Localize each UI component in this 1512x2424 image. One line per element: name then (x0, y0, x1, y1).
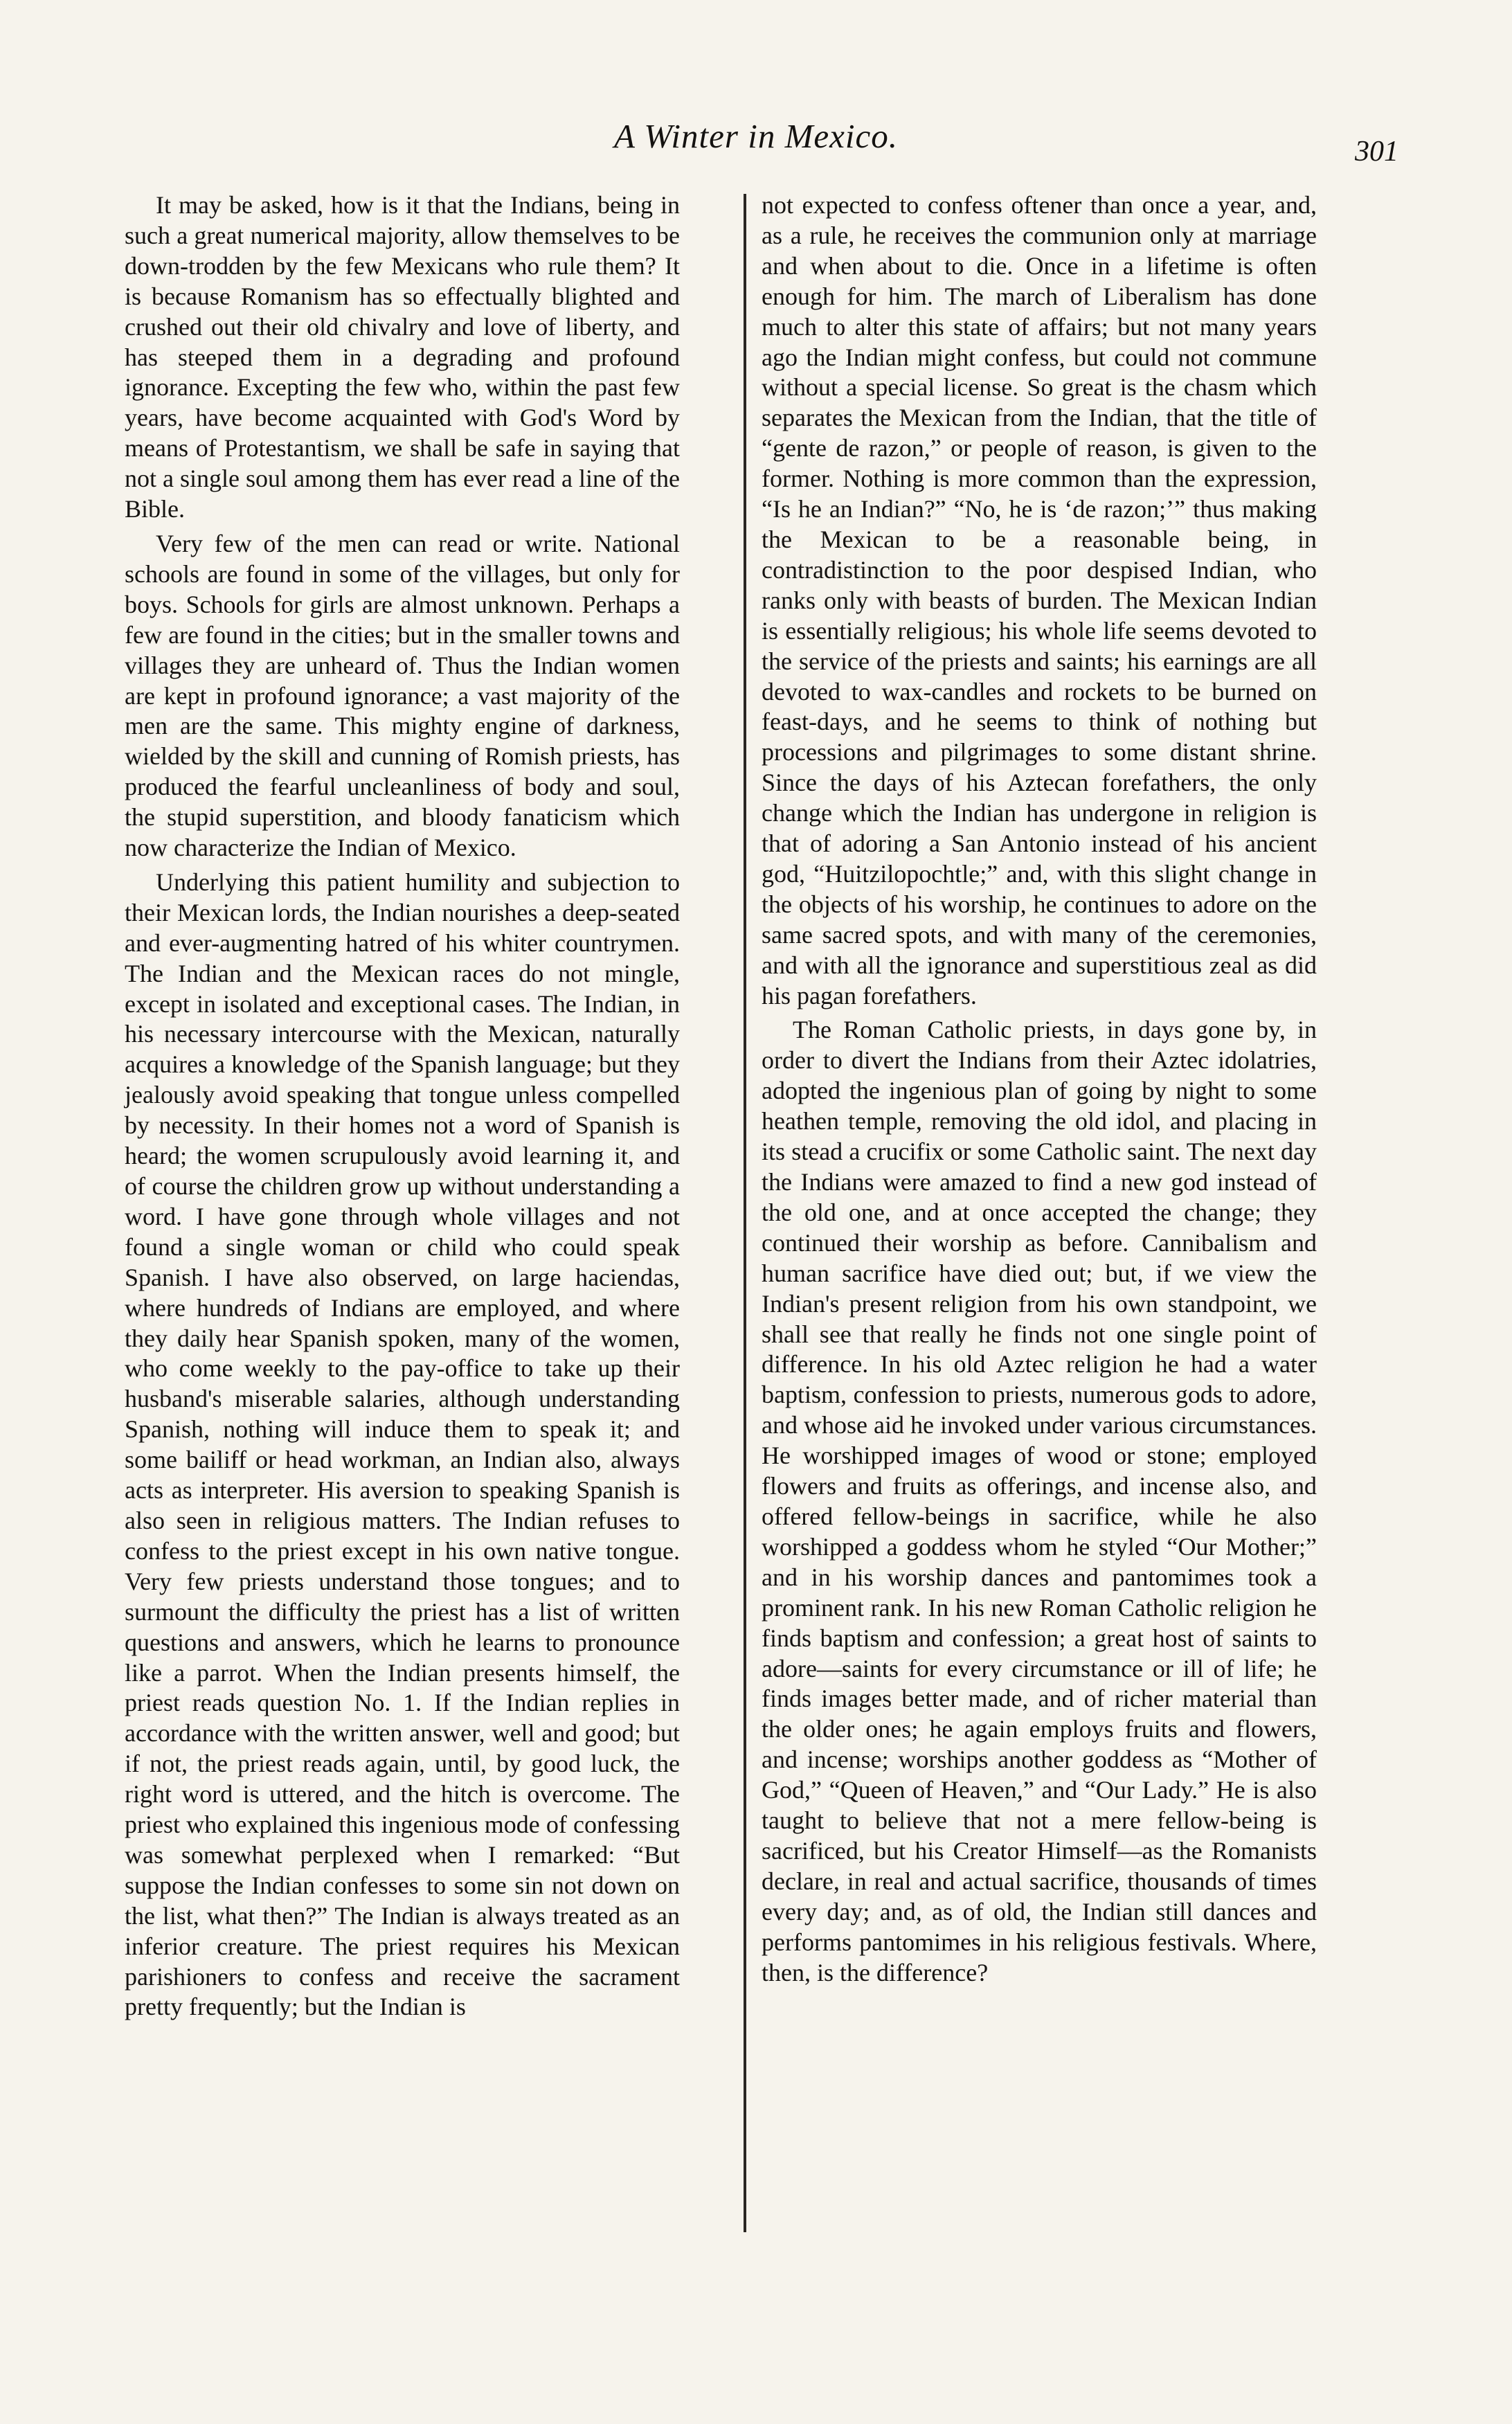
left-column (125, 190, 680, 2027)
paragraph: The Roman Catholic priests, in days gone by, in order to divert the Indians from their Aztec idolatries, adopted the ingenious plan of going by night to some heathen temple, removing the old idol, and placing in its stead a crucifix or some Catholic saint. The next day the Indians were amazed to find a new god instead of the old one, and at once accepted the change; they continued their worship as before. Cannibalism and human sacrifice have died out; but, if we view the Indian's present religion from his own standpoint, we shall see that really he finds not one single point of difference. In his old Aztec religion he had a water baptism, confession to priests, numerous gods to adore, and whose aid he invoked under various circumstances. He worshipped images of wood or stone; employed flowers and fruits as offerings, and incense also, and offered fellow-beings in sacrifice, while he also worshipped a goddess whom he styled “Our Mother;” and in his worship dances and pantomimes took a prominent rank. In his new Roman Catholic religion he finds baptism and confession; a great host of saints to adore—saints for every circumstance or ill of life; he finds images better made, and of richer material than the older ones; he again employs fruits and flowers, and incense; worships another goddess as “Mother of God,” “Queen of Heaven,” and “Our Lady.” He is also taught to believe that not a mere fellow-being is sacrificed, but his Creator Himself—as the Romanists declare, in real and actual sacrifice, thousands of times every day; and, as of old, the Indian still dances and performs pantomimes in his religious festivals. Where, then, is the difference? (762, 1016, 1317, 1986)
page-number: 301 (1355, 136, 1398, 168)
paragraph: not expected to confess oftener than once a year, and, as a rule, he receives the communion only at marriage and when about to die. Once in a lifetime is often enough for him. The march of Liberalism has done much to alter this state of affairs; but not many years ago the Indian might confess, but could not commune without a special license. So great is the chasm which separates the Mexican from the Indian, that the title of “gente de razon,” or people of reason, is given to the former. Nothing is more common than the expression, “Is he an Indian?” “No, he is ‘de razon;’” thus making the Mexican to be a reasonable being, in contradistinction to the poor despised Indian, who ranks only with beasts of burden. The Mexican Indian is essentially religious; his whole life seems devoted to the service of the priests and saints; his earnings are all devoted to wax-candles and rockets to be burned on feast-days, and he seems to think of nothing but processions and pilgrimages to some distant shrine. Since the days of his Aztecan forefathers, the only change which the Indian has undergone in religion is that of adoring a San Antonio instead of his ancient god, “Huitzilopochtle;” and, with this slight change in the objects of his worship, he continues to adore on the same sacred spots, and with many of the ceremonies, and with all the ignorance and superstitious zeal as did his pagan forefathers. (762, 191, 1317, 1009)
running-title: A Winter in Mexico. (614, 117, 898, 155)
paragraph: Very few of the men can read or write. National schools are found in some of the villages, but only for boys. Schools for girls are almost unknown. Perhaps a few are found in the cities; but in the smaller towns and villages they are unheard of. Thus the Indian women are kept in profound ignorance; a vast majority of the men are the same. This mighty engine of darkness, wielded by the skill and cunning of Romish priests, has produced the fearful uncleanliness of body and soul, the stupid superstition, and bloody fanaticism which now characterize the Indian of Mexico. (125, 529, 680, 862)
paragraph: Underlying this patient humility and subjection to their Mexican lords, the Indian nourishes a deep-seated and ever-augmenting hatred of his whiter countrymen. The Indian and the Mexican races do not mingle, except in isolated and exceptional cases. The Indian, in his necessary intercourse with the Mexican, naturally acquires a knowledge of the Spanish language; but they jealously avoid speaking that tongue unless compelled by necessity. In their homes not a word of Spanish is heard; the women scrupulously avoid learning it, and of course the children grow up without understanding a word. I have gone through whole villages and not found a single woman or child who could speak Spanish. I have also observed, on large haciendas, where hundreds of Indians are employed, and where they daily hear Spanish spoken, many of the women, who come weekly to the pay-office to take up their husband's miserable salaries, although understanding Spanish, nothing will induce them to speak it; and some bailiff or head workman, an Indian also, always acts as interpreter. His aversion to speaking Spanish is also seen in religious matters. The Indian refuses to confess to the priest except in his own native tongue. Very few priests understand those tongues; and to surmount the difficulty the priest has a list of written questions and answers, which he learns to pronounce like a parrot. When the Indian presents himself, the priest reads question No. 1. If the Indian replies in accordance with the written answer, well and good; but if not, the priest reads again, until, by good luck, the right word is uttered, and the hitch is overcome. The priest who explained this ingenious mode of confessing was somewhat perplexed when I remarked: “But suppose the Indian confesses to some sin not down on the list, what then?” The Indian is always treated as an inferior creature. The priest requires his Mexican parishioners to confess and receive the sacrament pretty frequently; but the Indian is (125, 868, 680, 2021)
right-column (762, 190, 1317, 1992)
column-divider (744, 194, 746, 2232)
paragraph: It may be asked, how is it that the Indians, being in such a great numerical majority, allow themselves to be down-trodden by the few Mexicans who rule them? It is because Romanism has so effectually blighted and crushed out their old chivalry and love of liberty, and has steeped them in a degrading and profound ignorance. Excepting the few who, within the past few years, have become acquainted with God's Word by means of Protestantism, we shall be safe in saying that not a single soul among them has ever read a line of the Bible. (125, 191, 680, 523)
